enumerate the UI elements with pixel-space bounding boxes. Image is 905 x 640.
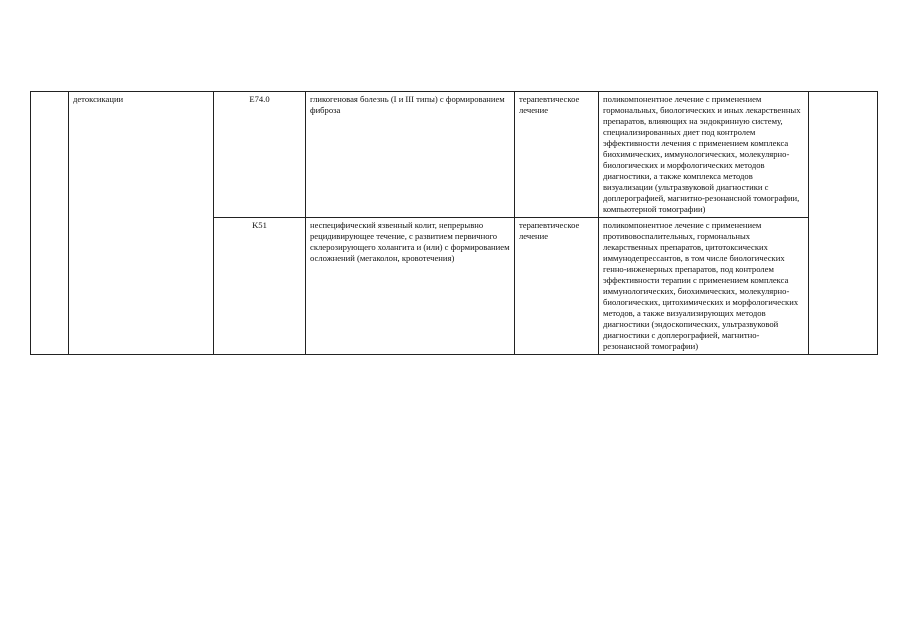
icd-code-cell: K51 bbox=[214, 218, 306, 355]
treatment-type-cell: терапевтическое лечение bbox=[515, 92, 599, 218]
number-cell bbox=[31, 92, 69, 355]
icd-code-cell: E74.0 bbox=[214, 92, 306, 218]
extra-cell bbox=[809, 92, 878, 355]
medical-care-table bbox=[30, 91, 878, 355]
table-row bbox=[31, 92, 878, 218]
treatment-method-cell: поликомпонентное лечение с применением гормональных, биологических и иных лекарственных препаратов, влияющих на эндокринную систему, специализированных диет под контролем эффективности лечения с применением комплекса биохимических, иммунологических, молекулярно-биологических и морфологических методов диагностики, а также комплекса методов визуализации (ультразвуковой диагностики с доплерографией, магнитно-резонансной томографии, компьютерной томографии) bbox=[599, 92, 809, 218]
treatment-method-cell: поликомпонентное лечение с применением противовоспалительных, гормональных лекарственных препаратов, цитотоксических иммунодепрессантов, в том числе биологических генно-инженерных препаратов, под контролем эффективности терапии с применением комплекса иммунологических, биохимических, молекулярно-биологических, цитохимических и морфологических методов, а также визуализирующих методов диагностики (эндоскопических, ультразвуковой диагностики с доплерографией, магнитно-резонансной томографии) bbox=[599, 218, 809, 355]
treatment-type-cell: терапевтическое лечение bbox=[515, 218, 599, 355]
disease-cell: гликогеновая болезнь (I и III типы) с формированием фиброза bbox=[306, 92, 515, 218]
disease-cell: неспецифический язвенный колит, непрерывно рецидивирующее течение, с развитием первичного склерозирующего холангита и (или) с формированием осложнений (мегаколон, кровотечения) bbox=[306, 218, 515, 355]
section-label-cell: детоксикации bbox=[69, 92, 214, 355]
